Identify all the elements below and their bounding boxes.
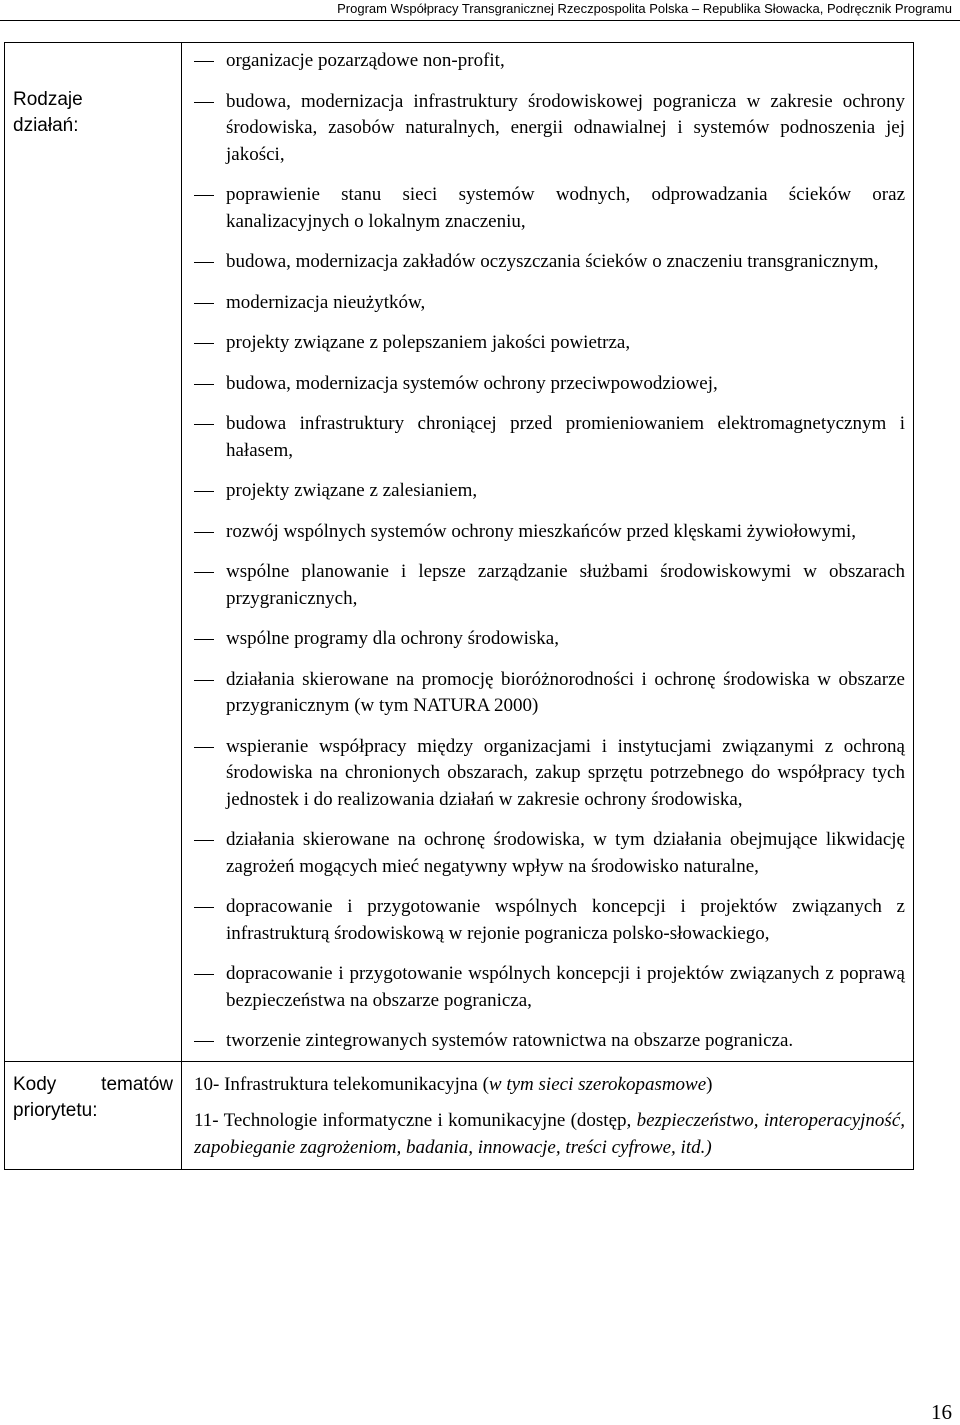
list-item: budowa, modernizacja infrastruktury środowiskowej pogranicza w zakresie ochrony środowiska, zasobów naturalnych, energii odnawialnej i systemów podnoszenia jej jakości, bbox=[182, 89, 905, 169]
priority-code-10 bbox=[194, 1072, 905, 1099]
list-item: poprawienie stanu sieci systemów wodnych, odprowadzania ścieków oraz kanalizacyjnych o lokalnym znaczeniu, bbox=[182, 182, 905, 235]
list-item: dopracowanie i przygotowanie wspólnych koncepcji i projektów związanych z poprawą bezpieczeństwa na obszarze pogranicza, bbox=[182, 961, 905, 1014]
page-number: 16 bbox=[931, 1400, 952, 1424]
list-item: dopracowanie i przygotowanie wspólnych koncepcji i projektów związanych z infrastrukturą środowiskową w rejonie pogranicza polsko-słowackiego, bbox=[182, 894, 905, 947]
action-types-label bbox=[5, 43, 181, 139]
priority-codes-cell bbox=[182, 1061, 914, 1170]
priority-codes-label-line2: priorytetu: bbox=[13, 1099, 98, 1121]
action-types-label-line2: działań: bbox=[13, 115, 79, 136]
priority-code-11-italic: , bezpieczeństwo, interoperacyjność, zapobieganie zagrożeniom, badania, innowacje, treści cyfrowe, itd.) bbox=[194, 1110, 905, 1158]
action-types-label-line1: Rodzaje bbox=[13, 89, 83, 110]
priority-code-10-italic: w tym sieci szerokopasmowe bbox=[488, 1073, 707, 1095]
priority-codes-label-cell bbox=[5, 1061, 182, 1170]
list-item: wspólne programy dla ochrony środowiska, bbox=[182, 626, 905, 653]
action-types-label-cell bbox=[5, 43, 182, 1062]
header-rule bbox=[0, 20, 960, 21]
list-item: budowa, modernizacja systemów ochrony przeciwpowodziowej, bbox=[182, 371, 905, 398]
priority-codes-label bbox=[5, 1062, 181, 1124]
list-item: tworzenie zintegrowanych systemów ratownictwa na obszarze pogranicza. bbox=[182, 1028, 905, 1055]
list-item: wspieranie współpracy między organizacjami i instytucjami związanymi z ochroną środowiska na chronionych obszarach, zakup sprzętu potrzebnego do współpracy tych jednostek i do realizowania działań w zakresie ochrony środowiska, bbox=[182, 734, 905, 814]
list-item: działania skierowane na promocję bioróżnorodności i ochronę środowiska w obszarze przygranicznym (w tym NATURA 2000) bbox=[182, 667, 905, 720]
list-item: działania skierowane na ochronę środowiska, w tym działania obejmujące likwidację zagrożeń mogących mieć negatywny wpływ na środowisko naturalne, bbox=[182, 827, 905, 880]
list-item: modernizacja nieużytków, bbox=[182, 290, 905, 317]
list-item: projekty związane z polepszaniem jakości powietrza, bbox=[182, 330, 905, 357]
priority-code-11-text: 11- Technologie informatyczne i komunikacyjne (dostęp bbox=[194, 1110, 627, 1131]
priority-codes-list bbox=[182, 1062, 913, 1170]
row-priority-codes bbox=[5, 1061, 914, 1170]
list-item: rozwój wspólnych systemów ochrony mieszkańców przed klęskami żywiołowymi, bbox=[182, 519, 905, 546]
list-item: organizacje pozarządowe non-profit, bbox=[182, 48, 905, 75]
list-item: budowa, modernizacja zakładów oczyszczania ścieków o znaczeniu transgranicznym, bbox=[182, 249, 905, 276]
priority-code-10-text: 10- Infrastruktura telekomunikacyjna ( bbox=[194, 1073, 489, 1095]
priority-code-11 bbox=[194, 1108, 905, 1161]
priority-code-10-close: ) bbox=[706, 1073, 713, 1095]
priority-codes-label-line1: Kody tematów bbox=[13, 1073, 173, 1095]
action-types-list-cell bbox=[182, 43, 914, 1062]
list-item: projekty związane z zalesianiem, bbox=[182, 478, 905, 505]
running-header: Program Współpracy Transgranicznej Rzeczpospolita Polska – Republika Słowacka, Podręcznik Programu bbox=[337, 1, 952, 16]
content-table bbox=[4, 42, 914, 1170]
action-types-list bbox=[182, 43, 913, 1061]
list-item: wspólne planowanie i lepsze zarządzanie służbami środowiskowymi w obszarach przygranicznych, bbox=[182, 559, 905, 612]
row-action-types bbox=[5, 43, 914, 1062]
list-item: budowa infrastruktury chroniącej przed promieniowaniem elektromagnetycznym i hałasem, bbox=[182, 411, 905, 464]
